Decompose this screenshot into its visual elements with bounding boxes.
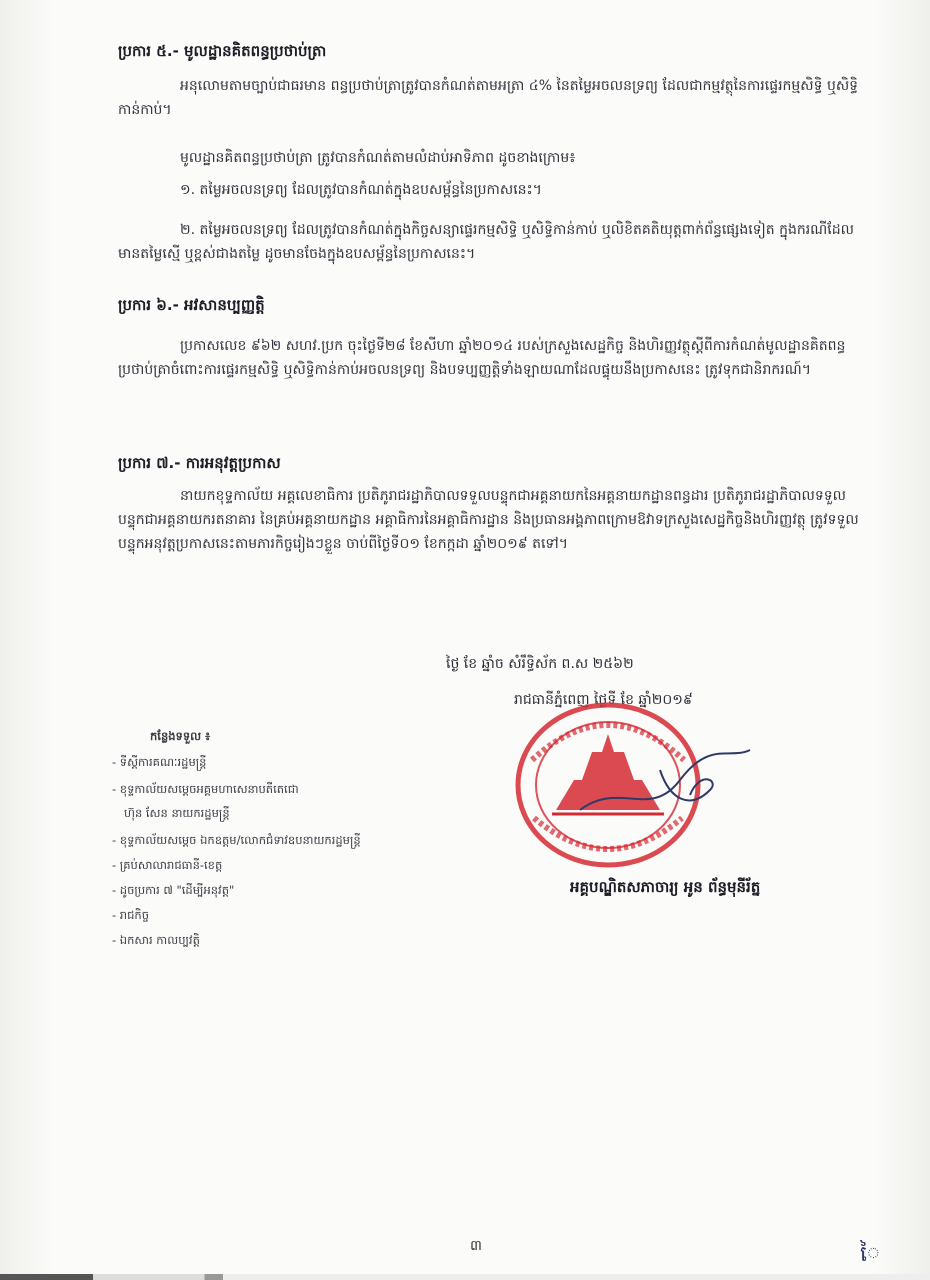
recipient-item: ហ៊ុន សែន នាយករដ្ឋមន្ត្រី: [124, 806, 230, 820]
lunar-date-line: ថ្ងៃ ខែ ឆ្នាំច សំរឹទ្ធិស័ក ព.ស ២៥៦២: [446, 656, 634, 672]
handwritten-signature: [560, 740, 760, 830]
recipient-item: - រាជកិច្ច: [112, 908, 150, 922]
recipient-item: - ដូចប្រការ ៧ "ដើម្បីអនុវត្ត": [112, 883, 235, 897]
corner-initials: ៃ: [860, 1242, 880, 1267]
signatory-name: អគ្គបណ្ឌិតសភាចារ្យ អូន ព័ន្ធមុនីរ័ត្ន: [570, 878, 761, 896]
article-6-heading: ប្រការ ៦.- អវសានប្បញ្ញត្តិ: [118, 296, 265, 314]
article-5-item-1: ១. តម្លៃអចលនទ្រព្យ ដែលត្រូវបានកំណត់ក្នុងឧបសម្ព័ន្ធនៃប្រកាសនេះ។: [180, 182, 542, 198]
scan-edge: [0, 1274, 930, 1280]
article-7-paragraph: នាយកខុទ្ទកាល័យ អគ្គលេខាធិការ ប្រតិភូរាជរដ្ឋាភិបាលទទួលបន្ទុកជាអគ្គនាយកនៃអគ្គនាយកដ្ឋានពន្ធដារ ប្រតិភូរាជរដ្ឋាភិបាលទទួលបន្ទុកជាអគ្គនាយករតនាគារ នៃគ្រប់អគ្គនាយកដ្ឋាន អគ្គាធិការនៃអគ្គាធិការដ្ឋាន និងប្រធានអង្គភាពក្រោមឱវាទក្រសួងសេដ្ឋកិច្ចនិងហិរញ្ញវត្ថុ ត្រូវទទួលបន្ទុកអនុវត្តប្រកាសនេះតាមភារកិច្ចរៀងៗខ្លួន ចាប់ពីថ្ងៃទី០១ ខែកក្កដា ឆ្នាំ២០១៩ តទៅ។: [118, 488, 859, 552]
article-7-heading: ប្រការ ៧.- ការអនុវត្តប្រកាស: [118, 454, 281, 472]
article-5-paragraph-2: មូលដ្ឋានគិតពន្ធប្រថាប់ត្រា ត្រូវបានកំណត់តាមលំដាប់អាទិភាព ដូចខាងក្រោម៖: [180, 150, 576, 166]
recipient-item: - គ្រប់សាលារាជធានី-ខេត្ត: [112, 858, 223, 872]
article-5-heading: ប្រការ ៥.- មូលដ្ឋានគិតពន្ធប្រថាប់ត្រា: [118, 42, 327, 60]
article-5-paragraph-1: អនុលោមតាមច្បាប់ជាធរមាន ពន្ធប្រថាប់ត្រាត្រូវបានកំណត់តាមអត្រា ៤% នៃតម្លៃអចលនទ្រព្យ ដែលជាកម្មវត្ថុនៃការផ្ទេរកម្មសិទ្ធិ ឬសិទ្ធិកាន់កាប់។: [118, 78, 859, 118]
recipient-item: - ឯកសារ កាលប្បវត្តិ: [112, 933, 200, 947]
recipient-item: - ខុទ្ទកាល័យសម្តេច ឯកឧត្តម/លោកជំទាវឧបនាយករដ្ឋមន្ត្រី: [112, 833, 361, 847]
article-5-item-2: ២. តម្លៃអចលនទ្រព្យ ដែលត្រូវបានកំណត់ក្នុងកិច្ចសន្យាផ្ទេរកម្មសិទ្ធិ ឬសិទ្ធិកាន់កាប់ ឬលិខិតគតិយុត្តពាក់ព័ន្ធផ្សេងទៀត ក្នុងករណីដែលមានតម្លៃស្មើ ឬខ្ពស់ជាងតម្លៃ ដូចមានចែងក្នុងឧបសម្ព័ន្ធនៃប្រកាសនេះ។: [118, 222, 854, 262]
recipient-item: - ទីស្តីការគណៈរដ្ឋមន្ត្រី: [112, 755, 207, 769]
page-number: ៣: [470, 1238, 482, 1254]
recipients-heading: កន្លែងទទួល ៖: [150, 729, 211, 743]
solar-date-line: រាជធានីភ្នំពេញ ថ្ងៃទី ខែ ឆ្នាំ២០១៩: [514, 692, 693, 708]
article-6-paragraph: ប្រកាសលេខ ៩៦២ សហវ.ប្រក ចុះថ្ងៃទី២៨ ខែសីហា ឆ្នាំ២០១៤ របស់ក្រសួងសេដ្ឋកិច្ច និងហិរញ្ញវត្ថុស្តីពីការកំណត់មូលដ្ឋានគិតពន្ធប្រថាប់ត្រាចំពោះការផ្ទេរកម្មសិទ្ធិ ឬសិទ្ធិកាន់កាប់អចលនទ្រព្យ និងបទប្បញ្ញត្តិទាំងឡាយណាដែលផ្ទុយនឹងប្រកាសនេះ ត្រូវទុកជានិរាករណ៍។: [118, 338, 846, 378]
recipient-item: - ខុទ្ទកាល័យសម្តេចអគ្គមហាសេនាបតីតេជោ: [112, 782, 299, 796]
